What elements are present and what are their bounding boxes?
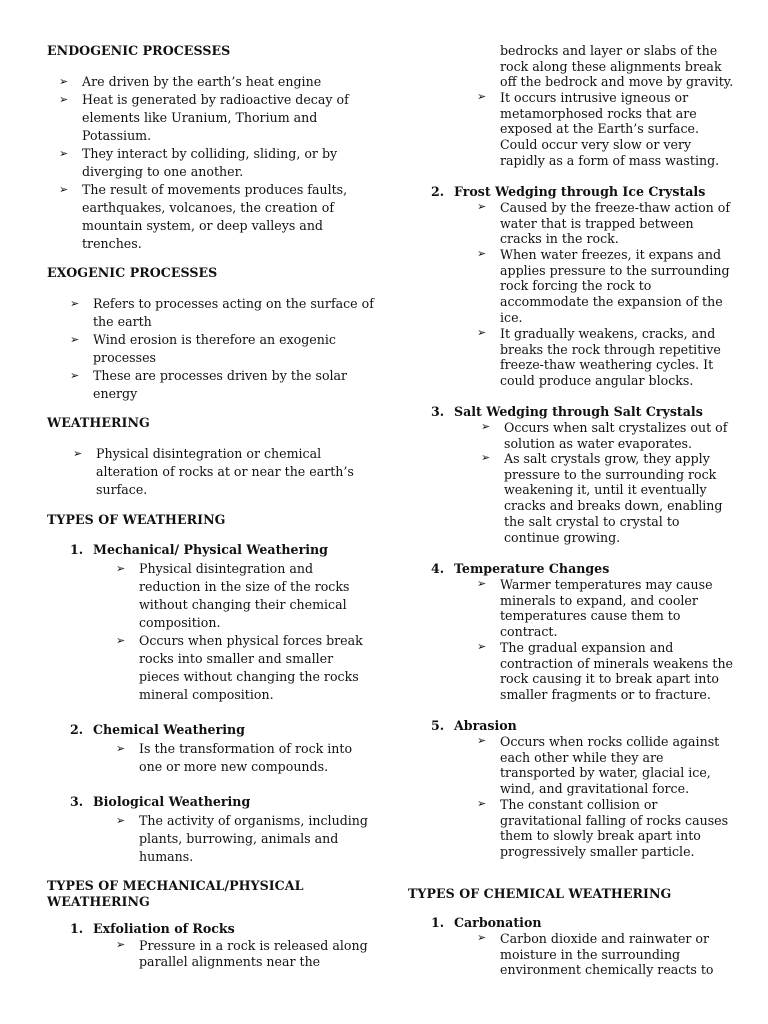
section-heading-exogenic: EXOGENIC PROCESSES — [47, 265, 218, 280]
arrowhead-bullet-icon: ➢ — [116, 742, 126, 755]
arrowhead-bullet-icon: ➢ — [477, 326, 487, 339]
arrowhead-bullet-icon: ➢ — [59, 75, 69, 88]
list-item: ➢ It occurs intrusive igneous or metamorphosed rocks that are exposed at the Earth’s surface. Could occur very slow or very rapidly as a form of mass wasting. — [477, 90, 720, 168]
arrowhead-bullet-icon: ➢ — [116, 814, 126, 827]
numbered-heading: 3. Salt Wedging through Salt Crystals — [431, 404, 703, 419]
arrowhead-bullet-icon: ➢ — [59, 93, 69, 106]
list-item-continued: bedrocks and layer or slabs of the rock along these alignments break off the bedrock and move by gravity. — [500, 43, 734, 90]
arrowhead-bullet-icon: ➢ — [477, 90, 487, 103]
list-item: ➢ Physical disintegration and reduction in the size of the rocks without changing their chemical composition. — [116, 561, 350, 630]
list-item: ➢ Heat is generated by radioactive decay of elements like Uranium, Thorium and Potassium. — [59, 92, 349, 143]
list-item: ➢ Is the transformation of rock into one or more new compounds. — [116, 741, 353, 774]
arrowhead-bullet-icon: ➢ — [477, 734, 487, 747]
arrowhead-bullet-icon: ➢ — [477, 200, 487, 213]
arrowhead-bullet-icon: ➢ — [59, 183, 69, 196]
list-item: ➢ The gradual expansion and contraction of minerals weakens the rock causing it to break apart into smaller fragments or to fracture. — [477, 640, 734, 703]
list-item: ➢ As salt crystals grow, they apply pressure to the surrounding rock weakening it, until it eventually cracks and breaks down, enabling the salt crystal to crystal to continue growing. — [481, 451, 723, 545]
list-item: ➢ It gradually weakens, cracks, and breaks the rock through repetitive freeze-thaw weathering cycles. It could produce angular blocks. — [477, 326, 721, 389]
numbered-heading: 4. Temperature Changes — [431, 561, 610, 576]
list-item: ➢ The activity of organisms, including plants, burrowing, animals and humans. — [116, 813, 368, 864]
arrowhead-bullet-icon: ➢ — [481, 451, 491, 464]
list-item: ➢ Caused by the freeze-thaw action of water that is trapped between cracks in the rock. — [477, 200, 731, 247]
list-item: ➢ Refers to processes acting on the surface of the earth — [70, 296, 374, 329]
list-item: ➢ The result of movements produces faults, earthquakes, volcanoes, the creation of mountain system, or deep valleys and trenches. — [59, 182, 348, 251]
list-item: ➢ Are driven by the earth’s heat engine — [59, 74, 322, 89]
arrowhead-bullet-icon: ➢ — [477, 247, 487, 260]
arrowhead-bullet-icon: ➢ — [477, 577, 487, 590]
arrowhead-bullet-icon: ➢ — [477, 931, 487, 944]
list-item: ➢ Occurs when physical forces break rocks into smaller and smaller pieces without changing the rocks mineral composition. — [116, 633, 363, 702]
numbered-heading: 1. Mechanical/ Physical Weathering — [70, 542, 328, 557]
list-item: ➢ These are processes driven by the solar energy — [70, 368, 348, 401]
arrowhead-bullet-icon: ➢ — [59, 147, 69, 160]
arrowhead-bullet-icon: ➢ — [116, 938, 126, 951]
list-item: ➢ Occurs when rocks collide against each other while they are transported by water, glacial ice, wind, and gravitational force. — [477, 734, 720, 797]
section-heading-types-of-mechanical-weathering: TYPES OF MECHANICAL/PHYSICAL WEATHERING — [47, 878, 304, 909]
arrowhead-bullet-icon: ➢ — [70, 369, 80, 382]
list-item: ➢ Pressure in a rock is released along parallel alignments near the — [116, 938, 368, 969]
section-heading-endogenic: ENDOGENIC PROCESSES — [47, 43, 231, 58]
list-item: ➢ Warmer temperatures may cause minerals to expand, and cooler temperatures cause them to contract. — [477, 577, 713, 640]
arrowhead-bullet-icon: ➢ — [70, 297, 80, 310]
numbered-heading: 1. Exfoliation of Rocks — [70, 921, 235, 936]
numbered-heading: 3. Biological Weathering — [70, 794, 251, 809]
arrowhead-bullet-icon: ➢ — [116, 634, 126, 647]
arrowhead-bullet-icon: ➢ — [70, 333, 80, 346]
arrowhead-bullet-icon: ➢ — [116, 562, 126, 575]
list-item: ➢ Physical disintegration or chemical alteration of rocks at or near the earth’s surface. — [73, 446, 354, 497]
arrowhead-bullet-icon: ➢ — [477, 797, 487, 810]
list-item: ➢ They interact by colliding, sliding, or by diverging to one another. — [59, 146, 338, 179]
list-item: ➢ The constant collision or gravitational falling of rocks causes them to slowly break apart into progressively smaller particle. — [477, 797, 729, 860]
list-item: ➢ Occurs when salt crystalizes out of solution as water evaporates. — [481, 420, 728, 451]
arrowhead-bullet-icon: ➢ — [73, 447, 83, 460]
arrowhead-bullet-icon: ➢ — [477, 640, 487, 653]
section-heading-types-of-weathering: TYPES OF WEATHERING — [47, 512, 226, 527]
section-heading-weathering: WEATHERING — [47, 415, 150, 430]
section-heading-types-of-chemical-weathering: TYPES OF CHEMICAL WEATHERING — [408, 886, 672, 901]
numbered-heading: 2. Frost Wedging through Ice Crystals — [431, 184, 706, 199]
list-item: ➢ Wind erosion is therefore an exogenic processes — [70, 332, 336, 365]
numbered-heading: 1. Carbonation — [431, 915, 542, 930]
numbered-heading: 2. Chemical Weathering — [70, 722, 245, 737]
list-item: ➢ Carbon dioxide and rainwater or moisture in the surrounding environment chemically reacts to — [477, 931, 714, 978]
arrowhead-bullet-icon: ➢ — [481, 420, 491, 433]
list-item: ➢ When water freezes, it expans and applies pressure to the surrounding rock forcing the rock to accommodate the expansion of the ice. — [477, 247, 730, 325]
numbered-heading: 5. Abrasion — [431, 718, 517, 733]
